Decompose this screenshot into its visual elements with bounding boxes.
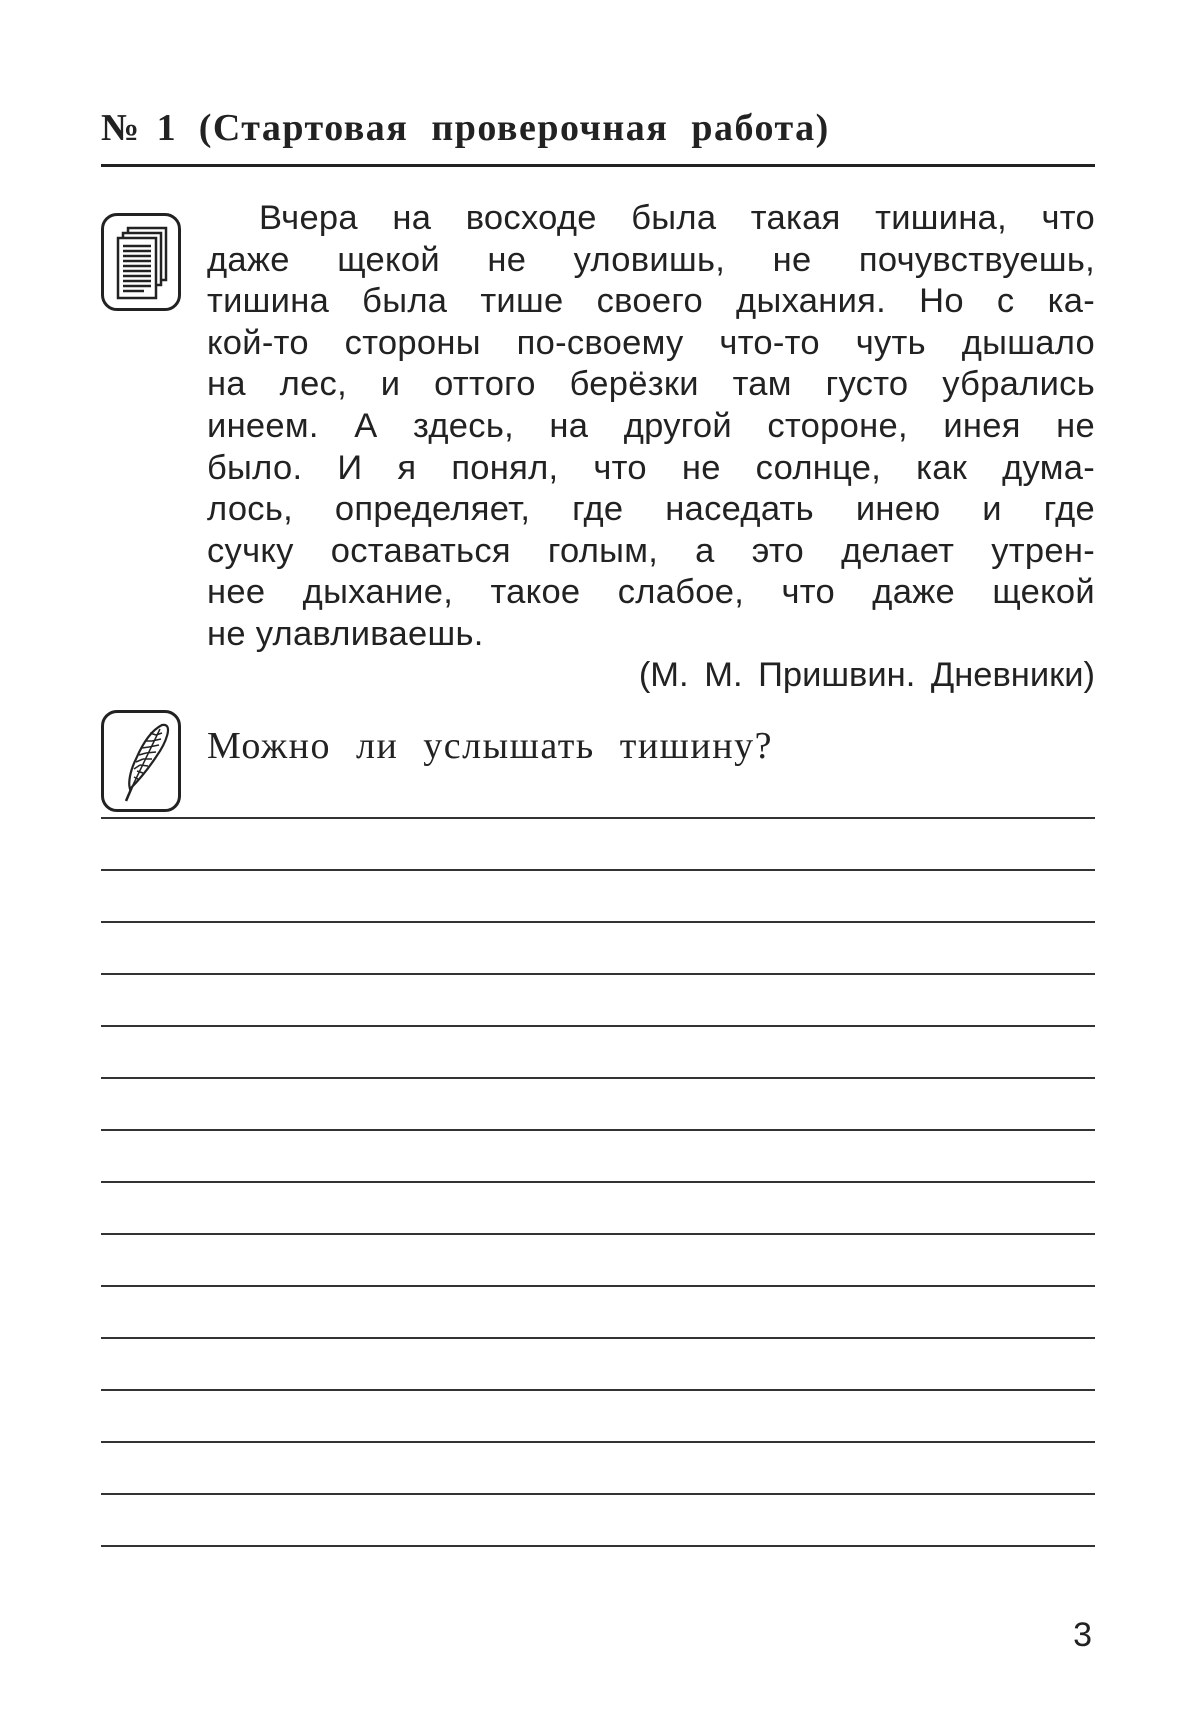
exercise-title: (Стартовая проверочная работа) [198, 107, 830, 149]
answer-line[interactable] [101, 921, 1095, 923]
answer-line[interactable] [101, 1181, 1095, 1183]
answer-line[interactable] [101, 1025, 1095, 1027]
answer-line[interactable] [101, 1441, 1095, 1443]
question-prompt: Можно ли услышать тишину? [207, 725, 773, 767]
passage-line: даже щекой не уловишь, не почувствуешь, [207, 240, 1095, 279]
passage-line: нее дыхание, такое слабое, что даже щекой [207, 573, 1095, 612]
passage-line: тишина была тише своего дыхания. Но с ка- [207, 282, 1095, 321]
passage-line: на лес, и оттого берёзки там густо убрались [207, 365, 1095, 404]
passage-line: кой-то стороны по-своему что-то чуть дышало [207, 323, 1095, 362]
answer-line[interactable] [101, 869, 1095, 871]
answer-area[interactable] [101, 0, 1095, 1730]
answer-line[interactable] [101, 1285, 1095, 1287]
answer-line[interactable] [101, 1077, 1095, 1079]
exercise-number: № 1 [101, 107, 180, 149]
page-number: 3 [1073, 1616, 1092, 1654]
passage-attribution: (М. М. Пришвин. Дневники) [638, 656, 1095, 694]
passage-line: не улавливаешь. [207, 614, 484, 653]
answer-line[interactable] [101, 1337, 1095, 1339]
answer-line[interactable] [101, 817, 1095, 819]
answer-line[interactable] [101, 973, 1095, 975]
passage-line: Вчера на восходе была такая тишина, что [259, 199, 1095, 237]
answer-line[interactable] [101, 1389, 1095, 1391]
passage-line: было. И я понял, что не солнце, как дума- [207, 448, 1095, 487]
passage-line: сучку оставаться голым, а это делает утрен- [207, 531, 1095, 570]
answer-line[interactable] [101, 1545, 1095, 1547]
answer-line[interactable] [101, 1233, 1095, 1235]
passage-line: лось, определяет, где наседать инею и где [207, 490, 1095, 529]
answer-line[interactable] [101, 1129, 1095, 1131]
answer-line[interactable] [101, 1493, 1095, 1495]
passage-line: инеем. А здесь, на другой стороне, инея не [207, 406, 1095, 445]
